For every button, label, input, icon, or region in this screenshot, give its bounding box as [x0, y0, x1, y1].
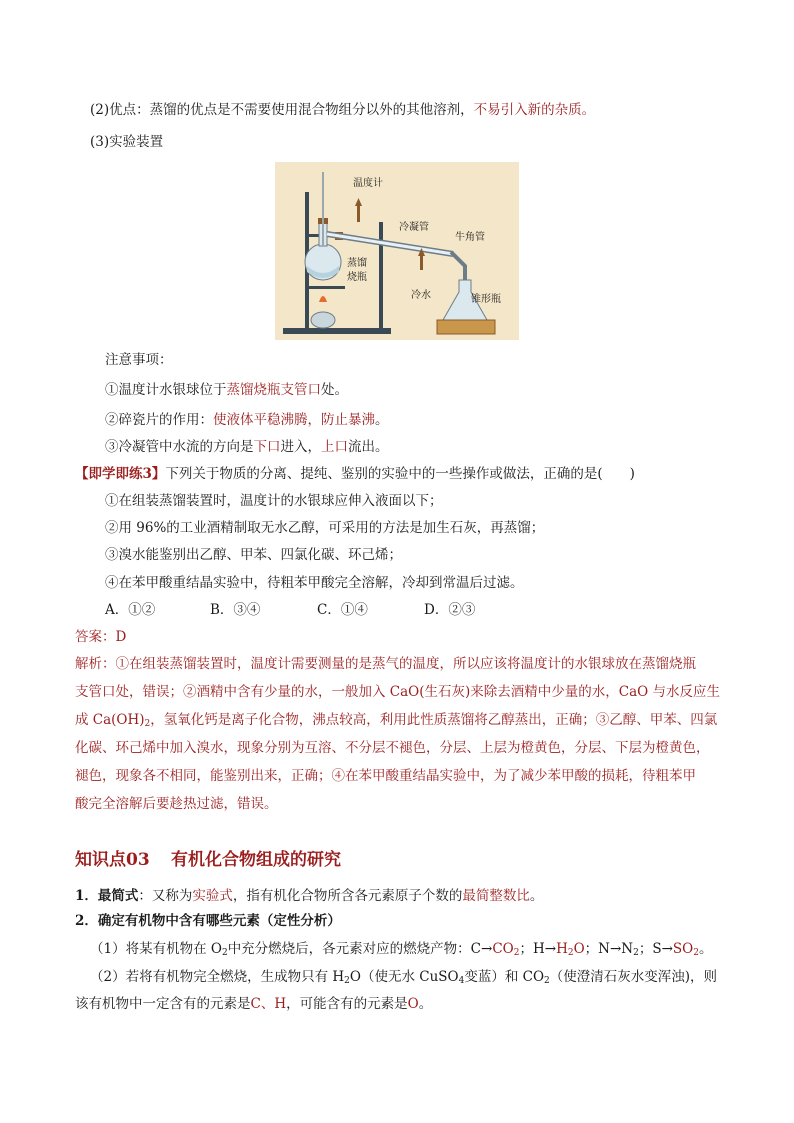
note-1-highlight: 蒸馏烧瓶支管口: [226, 382, 321, 398]
kp-2-1-h2o-sub: 2: [567, 948, 574, 958]
note-2: [105, 410, 389, 430]
note-1-end: 处。: [321, 382, 348, 398]
kp-2-3-highlight-1: C、H: [250, 996, 287, 1012]
exercise-options: [105, 600, 475, 620]
kp-2-1-text-c: ；H→: [519, 941, 557, 957]
kp-2-1-text-b: 中充分燃烧后，各元素对应的燃烧产物：C→: [227, 941, 493, 957]
kp-2-1-co2-text: CO: [492, 941, 514, 957]
apparatus-label: (3)实验装置: [90, 134, 164, 150]
note-3-end: 流出。: [348, 439, 389, 455]
kp-2-1-h2o-o: O: [573, 941, 585, 957]
kp-item-1-text-a: ：又称为: [138, 888, 193, 904]
kp-2-1-text-d: ；N→N: [584, 941, 634, 957]
exercise-question: 下列关于物质的分离、提纯、鉴别的实验中的一些操作或做法，正确的是( ): [165, 466, 635, 482]
analysis-line-4: 化碳、环己烯中加入溴水，现象分别为互溶、不分层不褪色，分层、上层为橙黄色，分层、下层为橙黄色，: [75, 740, 710, 756]
distillation-apparatus-figure: [275, 162, 519, 340]
exercise-question-line: [75, 464, 635, 484]
knowledge-point-number: 知识点03: [75, 850, 150, 870]
kp-item-1-num: 1．: [75, 888, 98, 904]
note-1: [105, 380, 348, 400]
label-adapter: 牛角管: [455, 232, 485, 243]
kp-2-2-sub-h2: 2: [344, 976, 350, 986]
option-a: A．①②: [105, 602, 156, 618]
analysis-line-1: 解析：①在组装蒸馏装置时，温度计需要测量的是蒸气的温度，所以应该将温度计的水银球放在蒸馏烧瓶: [75, 656, 696, 672]
kp-item-2-2: [90, 967, 717, 991]
kp-2-1-h2o-h: H: [556, 941, 568, 957]
note-3-highlight-1: 下口: [253, 439, 281, 455]
note-2-highlight: 使液体平稳沸腾，防止暴沸: [213, 412, 375, 428]
advantage-label: (2)优点：: [90, 102, 150, 118]
note-1-text: ①温度计水银球位于: [105, 382, 227, 398]
kp-2-1-text-e: ；S→: [638, 941, 673, 957]
kp-2-2-text-a: （2）若将有机物完全燃烧，生成物只有 H: [90, 969, 345, 985]
analysis-line-5: 褪色，现象各不相同，能鉴别出来，正确；④在苯甲酸重结晶实验中，为了减少苯甲酸的损耗，待粗苯甲: [75, 768, 696, 784]
label-thermometer: 温度计: [353, 178, 383, 189]
knowledge-point-title: 有机化合物组成的研究: [171, 850, 341, 870]
kp-2-2-sub-co2: 2: [544, 976, 550, 986]
kp-2-1-text-a: （1）将某有机物在 O: [90, 941, 222, 957]
note-3-mid: 进入，: [280, 439, 321, 455]
label-cold-water: 冷水: [411, 290, 431, 301]
exercise-item-4: ④在苯甲酸重结晶实验中，待粗苯甲酸完全溶解，冷却到常温后过滤。: [105, 575, 524, 591]
kp-item-2-1: [90, 939, 712, 963]
kp-2-1-end: 。: [698, 941, 713, 957]
analysis-line-3-rest: ，氢氧化钙是离子化合物，沸点较高，利用此性质蒸馏将乙醇蒸出，正确；③乙醇、甲苯、四氯: [150, 712, 718, 728]
label-flask-2: 烧瓶: [347, 272, 367, 283]
note-2-end: 。: [375, 412, 389, 428]
advantage-highlight: 不易引入新的杂质。: [473, 102, 596, 118]
kp-2-3-text-a: 该有机物中一定含有的元素是: [75, 996, 251, 1012]
kp-2-1-so2-text: SO: [672, 941, 694, 957]
knowledge-point-heading: [75, 845, 341, 870]
kp-2-2-text-b: O（使无水 CuSO: [349, 969, 459, 985]
option-c: C．①④: [317, 602, 368, 618]
exercise-item-2: ②用 96%的工业酒精制取无水乙醇，可采用的方法是加生石灰，再蒸馏；: [105, 520, 545, 536]
analysis-line-3: [75, 710, 717, 734]
kp-2-1-h2o: [556, 941, 585, 957]
analysis-line-2: 支管口处，错误；②酒精中含有少量的水，一般加入 CaO(生石灰)来除去酒精中少量的水，CaO 与水反应生: [75, 684, 721, 700]
exercise-tag: 【即学即练3】: [75, 466, 166, 482]
note-3-highlight-2: 上口: [321, 439, 348, 455]
label-condenser: 冷凝管: [399, 222, 429, 233]
kp-2-1-so2-sub: 2: [693, 948, 699, 958]
exercise-item-1: ①在组装蒸馏装置时，温度计的水银球应伸入液面以下；: [105, 493, 443, 509]
notes-title: 注意事项：: [105, 352, 173, 368]
kp-item-1-highlight-2: 最简整数比: [462, 888, 530, 904]
exercise-item-3: ③溴水能鉴别出乙醇、甲苯、四氯化碳、环己烯；: [105, 547, 402, 563]
kp-2-2-text-d: （使澄清石灰水变浑浊)，则: [549, 969, 718, 985]
kp-item-1: [75, 886, 543, 906]
kp-2-3-end: 。: [418, 996, 433, 1012]
label-flask-1: 蒸馏: [347, 258, 367, 269]
kp-2-1-n2-sub: 2: [633, 948, 639, 958]
analysis-caoh-text: 成 Ca(OH): [75, 712, 145, 728]
analysis-line-6: 酸完全溶解后要趁热过滤，错误。: [75, 796, 278, 812]
kp-2-1-co2: [492, 941, 519, 957]
analysis-sub-2: 2: [144, 719, 151, 729]
option-b: B．③④: [210, 602, 261, 618]
answer: 答案：D: [75, 629, 127, 645]
kp-2-3-highlight-2: O: [407, 996, 419, 1012]
note-2-text: ②碎瓷片的作用：: [105, 412, 213, 428]
label-erlenmeyer: 锥形瓶: [471, 294, 501, 305]
stand-rod-right: [379, 222, 383, 330]
kp-2-1-co2-sub: 2: [513, 948, 520, 958]
kp-item-1-highlight-1: 实验式: [192, 888, 233, 904]
note-3: [105, 437, 389, 457]
note-3-text: ③冷凝管中水流的方向是: [105, 439, 254, 455]
distillation-apparatus-illustration: [275, 162, 519, 340]
kp-2-2-text-c: 变蓝）和 CO: [464, 969, 545, 985]
option-d: D．②③: [424, 602, 476, 618]
advantage-line: [90, 100, 595, 120]
stand-base: [283, 328, 391, 334]
kp-item-1-end: 。: [529, 888, 544, 904]
kp-2-1-so2: [673, 941, 699, 957]
kp-item-2: 2．确定有机物中含有哪些元素（定性分析）: [75, 913, 341, 929]
kp-2-1-sub-o2: 2: [221, 948, 228, 958]
kp-2-2-sub-4: 4: [458, 976, 465, 986]
kp-item-1-term: 最简式: [97, 888, 139, 904]
kp-2-3-text-b: ，可能含有的元素是: [286, 996, 408, 1012]
advantage-text: 蒸馏的优点是不需要使用混合物组分以外的其他溶剂，: [149, 102, 474, 118]
kp-item-2-3: [75, 994, 432, 1014]
kp-item-1-text-b: ，指有机化合物所含各元素原子个数的: [232, 888, 463, 904]
